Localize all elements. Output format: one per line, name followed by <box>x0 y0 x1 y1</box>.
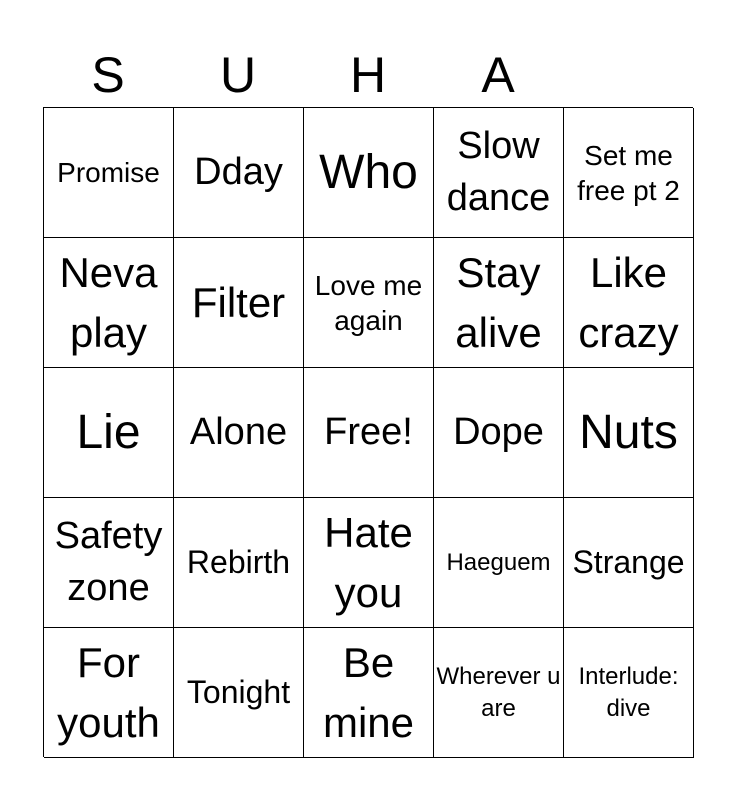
bingo-cell-label: Interlude: dive <box>578 663 679 722</box>
bingo-cell-label: Lie <box>76 405 141 459</box>
bingo-cell-label: For youth <box>57 638 160 746</box>
bingo-cell-label: Love me again <box>314 269 423 336</box>
bingo-cell-label: Dope <box>453 410 544 453</box>
bingo-cell-label: Haeguem <box>446 548 551 576</box>
bingo-cell-label: Filter <box>191 278 286 326</box>
bingo-cell-2-5[interactable] <box>564 238 694 368</box>
bingo-cell-1-5[interactable] <box>564 108 694 238</box>
bingo-cell-label: Set me free pt 2 <box>577 139 680 206</box>
bingo-cell-2-3[interactable] <box>304 238 434 368</box>
bingo-cell-5-1[interactable] <box>44 628 174 758</box>
bingo-cell-3-3[interactable] <box>304 368 434 498</box>
bingo-cell-3-1[interactable] <box>44 368 174 498</box>
header-letter-1: S <box>91 47 125 103</box>
bingo-cell-label: Tonight <box>186 674 291 711</box>
bingo-cell-4-2[interactable] <box>174 498 304 628</box>
bingo-cell-4-1[interactable] <box>44 498 174 628</box>
bingo-cell-5-4[interactable] <box>434 628 564 758</box>
bingo-cell-4-4[interactable] <box>434 498 564 628</box>
bingo-cell-3-5[interactable] <box>564 368 694 498</box>
bingo-cell-label: Dday <box>194 150 283 193</box>
bingo-cell-3-4[interactable] <box>434 368 564 498</box>
bingo-cell-label: Safety zone <box>54 515 163 609</box>
bingo-cell-label: Hate you <box>324 508 413 616</box>
bingo-cell-2-1[interactable] <box>44 238 174 368</box>
bingo-cell-label: Wherever u are <box>436 663 561 722</box>
bingo-cell-1-1[interactable] <box>44 108 174 238</box>
bingo-cell-label: Free! <box>324 410 413 453</box>
bingo-cell-label: Stay alive <box>455 248 542 356</box>
bingo-cell-5-5[interactable] <box>564 628 694 758</box>
bingo-cell-label: Neva play <box>59 248 158 356</box>
bingo-cell-label: Slow dance <box>446 125 551 219</box>
header-letter-4: A <box>481 47 515 103</box>
header-letter-5 <box>563 44 693 106</box>
bingo-cell-1-3[interactable] <box>304 108 434 238</box>
bingo-cell-2-4[interactable] <box>434 238 564 368</box>
bingo-cell-label: Like crazy <box>578 248 679 356</box>
bingo-cell-1-4[interactable] <box>434 108 564 238</box>
bingo-cell-label: Rebirth <box>186 544 291 581</box>
bingo-header <box>43 44 693 106</box>
bingo-cell-4-5[interactable] <box>564 498 694 628</box>
bingo-board <box>43 107 693 757</box>
bingo-cell-5-3[interactable] <box>304 628 434 758</box>
bingo-cell-label: Who <box>319 145 418 199</box>
bingo-cell-label: Strange <box>572 544 685 581</box>
bingo-cell-5-2[interactable] <box>174 628 304 758</box>
bingo-cell-3-2[interactable] <box>174 368 304 498</box>
bingo-cell-2-2[interactable] <box>174 238 304 368</box>
header-letter-3: H <box>349 47 387 103</box>
bingo-cell-label: Promise <box>57 157 160 188</box>
bingo-cell-1-2[interactable] <box>174 108 304 238</box>
bingo-cell-label: Alone <box>189 410 288 453</box>
bingo-cell-label: Nuts <box>579 405 678 459</box>
bingo-cell-label: Be mine <box>322 638 415 746</box>
header-letter-2: U <box>219 47 257 103</box>
bingo-cell-4-3[interactable] <box>304 498 434 628</box>
